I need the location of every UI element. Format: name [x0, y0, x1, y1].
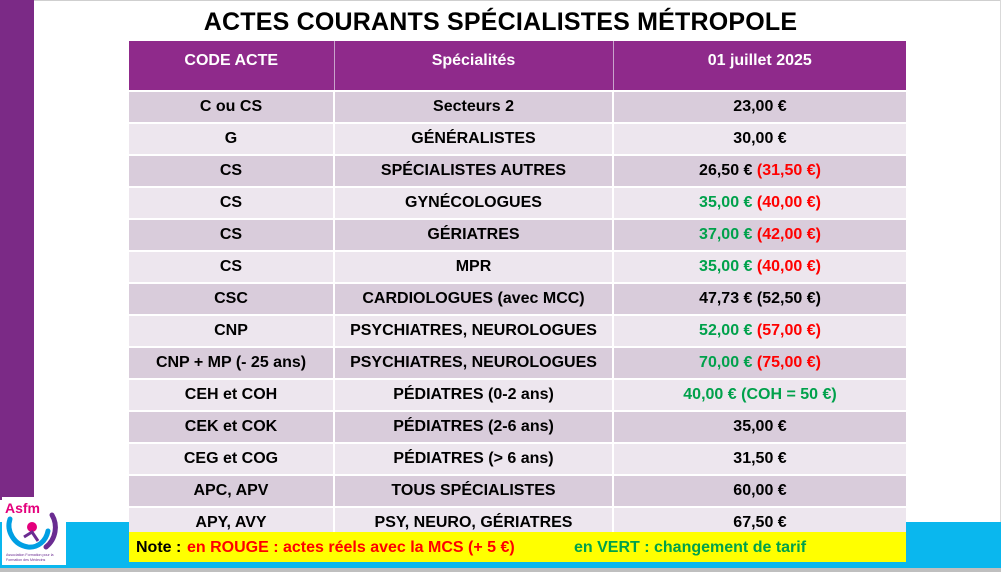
header-code-acte: CODE ACTE	[129, 41, 334, 91]
cell-code-acte: CS	[129, 155, 334, 187]
cell-tarif	[613, 411, 906, 443]
tarif-value: 60,00 €	[733, 482, 787, 499]
tarif-value: 47,73 € (52,50 €)	[699, 290, 821, 307]
asfm-logo-icon	[2, 497, 66, 565]
table-row	[129, 315, 906, 347]
cell-code-acte: CEH et COH	[129, 379, 334, 411]
cell-specialite: TOUS SPÉCIALISTES	[334, 475, 613, 507]
cell-specialite: GÉRIATRES	[334, 219, 613, 251]
table-row	[129, 155, 906, 187]
cell-tarif	[613, 315, 906, 347]
table-row	[129, 251, 906, 283]
table-row	[129, 91, 906, 123]
tarif-value: 52,00 €	[699, 322, 753, 339]
cell-code-acte: CS	[129, 219, 334, 251]
cell-code-acte: G	[129, 123, 334, 155]
left-purple-bar	[0, 0, 34, 500]
table-row	[129, 475, 906, 507]
cell-specialite: GÉNÉRALISTES	[334, 123, 613, 155]
cell-specialite: PÉDIATRES (2-6 ans)	[334, 411, 613, 443]
cell-tarif	[613, 251, 906, 283]
cell-specialite: Secteurs 2	[334, 91, 613, 123]
cell-code-acte: C ou CS	[129, 91, 334, 123]
tarif-mcs-value: (40,00 €)	[756, 194, 821, 211]
logo-caption-line1: Association Formation pour la	[6, 553, 54, 557]
cell-code-acte: CSC	[129, 283, 334, 315]
cell-tarif	[613, 443, 906, 475]
tarif-value: 35,00 €	[733, 418, 787, 435]
note-bar	[129, 532, 906, 562]
cell-code-acte: CS	[129, 187, 334, 219]
tarif-value: 35,00 €	[699, 194, 753, 211]
cell-specialite: PSYCHIATRES, NEUROLOGUES	[334, 347, 613, 379]
table-row	[129, 219, 906, 251]
header-specialites: Spécialités	[334, 41, 613, 91]
table-row	[129, 123, 906, 155]
tarif-value: 30,00 €	[733, 130, 787, 147]
cell-code-acte: CS	[129, 251, 334, 283]
cell-code-acte: CEG et COG	[129, 443, 334, 475]
tarif-value: 40,00 € (COH = 50 €)	[683, 386, 837, 403]
cell-tarif	[613, 347, 906, 379]
asfm-logo	[2, 497, 66, 565]
table-row	[129, 347, 906, 379]
bottom-gray-strip	[0, 568, 1001, 572]
table-row	[129, 283, 906, 315]
cell-tarif	[613, 475, 906, 507]
cell-tarif	[613, 155, 906, 187]
note-label: Note :	[136, 539, 182, 556]
tarif-mcs-value: (75,00 €)	[756, 354, 821, 371]
cell-code-acte: APY, AVY	[129, 507, 334, 538]
logo-text: Asfm	[5, 500, 41, 516]
table-row	[129, 187, 906, 219]
tarif-mcs-value: (31,50 €)	[756, 162, 821, 179]
tarif-mcs-value: (57,00 €)	[756, 322, 821, 339]
cell-tarif	[613, 123, 906, 155]
tarif-value: 31,50 €	[733, 450, 787, 467]
tarif-value: 70,00 €	[699, 354, 753, 371]
cell-specialite: MPR	[334, 251, 613, 283]
cell-tarif	[613, 187, 906, 219]
logo-caption-line2: Formation des Médecins	[6, 558, 46, 562]
cell-specialite: SPÉCIALISTES AUTRES	[334, 155, 613, 187]
cell-specialite: PSY, NEURO, GÉRIATRES	[334, 507, 613, 538]
page-title: ACTES COURANTS SPÉCIALISTES MÉTROPOLE	[203, 8, 798, 36]
cell-specialite: CARDIOLOGUES (avec MCC)	[334, 283, 613, 315]
cell-specialite: GYNÉCOLOGUES	[334, 187, 613, 219]
header-date: 01 juillet 2025	[613, 41, 906, 91]
top-border	[34, 0, 1001, 1]
table-row	[129, 443, 906, 475]
table-row	[129, 379, 906, 411]
tarif-value: 37,00 €	[699, 226, 753, 243]
note-green-text: en VERT : changement de tarif	[574, 539, 807, 556]
cell-specialite: PÉDIATRES (0-2 ans)	[334, 379, 613, 411]
tarif-value: 26,50 €	[699, 162, 753, 179]
cell-code-acte: CNP + MP (- 25 ans)	[129, 347, 334, 379]
cell-code-acte: CEK et COK	[129, 411, 334, 443]
cell-specialite: PSYCHIATRES, NEUROLOGUES	[334, 315, 613, 347]
cell-tarif	[613, 91, 906, 123]
tarif-value: 35,00 €	[699, 258, 753, 275]
cell-tarif	[613, 283, 906, 315]
cell-tarif	[613, 219, 906, 251]
note-red-text: en ROUGE : actes réels avec la MCS (+ 5 €)	[187, 539, 515, 556]
tarif-mcs-value: (42,00 €)	[756, 226, 821, 243]
tariff-table	[129, 41, 906, 538]
tarif-value: 67,50 €	[733, 514, 787, 531]
cell-specialite: PÉDIATRES (> 6 ans)	[334, 443, 613, 475]
tarif-mcs-value: (40,00 €)	[756, 258, 821, 275]
tarif-value: 23,00 €	[733, 98, 787, 115]
table-row	[129, 411, 906, 443]
cell-code-acte: APC, APV	[129, 475, 334, 507]
cell-code-acte: CNP	[129, 315, 334, 347]
cell-tarif	[613, 379, 906, 411]
table-header-row	[129, 41, 906, 91]
